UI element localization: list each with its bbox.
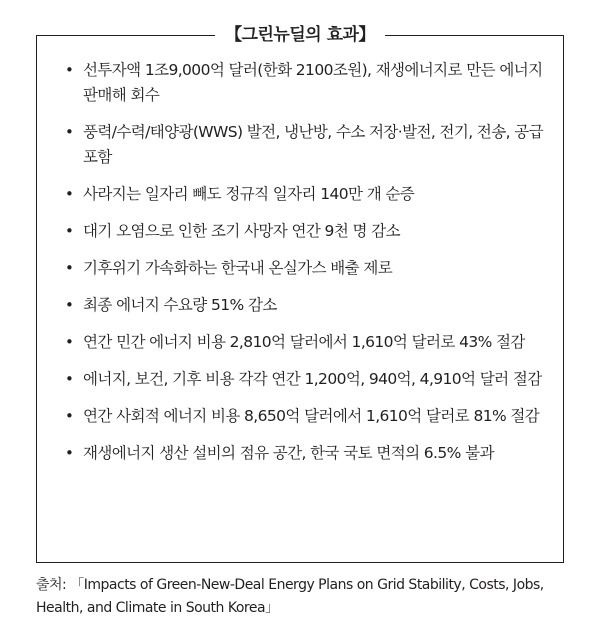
bullet-icon: • bbox=[65, 333, 74, 351]
source-citation bbox=[36, 574, 576, 620]
list-item-text: 선투자액 1조9,000억 달러(한화 2100조원), 재생에너지로 만든 에너지 판매해 회수 bbox=[83, 61, 543, 104]
list-item bbox=[63, 219, 553, 244]
bullet-icon: • bbox=[65, 259, 74, 277]
list-item-text: 사라지는 일자리 빼도 정규직 일자리 140만 개 순증 bbox=[83, 185, 415, 203]
bullet-icon: • bbox=[65, 222, 74, 240]
list-item bbox=[63, 293, 553, 318]
list-item-text: 풍력/수력/태양광(WWS) 발전, 냉난방, 수소 저장·발전, 전기, 전송, 공급 포함 bbox=[83, 123, 544, 166]
bullet-icon: • bbox=[65, 296, 74, 314]
list-item-text: 연간 사회적 에너지 비용 8,650억 달러에서 1,610억 달러로 81% 절감 bbox=[83, 407, 540, 425]
source-text: 「Impacts of Green-New-Deal Energy Plans on Grid Stability, Costs, Jobs, Health, and Climate in South Korea」 bbox=[36, 577, 544, 616]
list-item-text: 재생에너지 생산 설비의 점유 공간, 한국 국토 면적의 6.5% 불과 bbox=[83, 444, 494, 462]
list-item bbox=[63, 441, 553, 466]
effects-list bbox=[63, 58, 553, 478]
bullet-icon: • bbox=[65, 123, 74, 141]
bullet-icon: • bbox=[65, 444, 74, 462]
list-item bbox=[63, 58, 553, 108]
box-title: 【그린뉴딜의 효과】 bbox=[215, 22, 385, 48]
list-item-text: 기후위기 가속화하는 한국내 온실가스 배출 제로 bbox=[83, 259, 393, 277]
bullet-icon: • bbox=[65, 185, 74, 203]
list-item bbox=[63, 120, 553, 170]
list-item bbox=[63, 330, 553, 355]
list-item bbox=[63, 367, 553, 392]
list-item-text: 에너지, 보건, 기후 비용 각각 연간 1,200억, 940억, 4,910억 달러 절감 bbox=[83, 370, 542, 388]
bullet-icon: • bbox=[65, 407, 74, 425]
bullet-icon: • bbox=[65, 61, 74, 79]
list-item-text: 연간 민간 에너지 비용 2,810억 달러에서 1,610억 달러로 43% 절감 bbox=[83, 333, 525, 351]
list-item-text: 최종 에너지 수요량 51% 감소 bbox=[83, 296, 277, 314]
bullet-icon: • bbox=[65, 370, 74, 388]
list-item-text: 대기 오염으로 인한 조기 사망자 연간 9천 명 감소 bbox=[83, 222, 400, 240]
list-item bbox=[63, 404, 553, 429]
list-item bbox=[63, 182, 553, 207]
effects-box bbox=[36, 25, 564, 563]
list-item bbox=[63, 256, 553, 281]
source-label: 출처: bbox=[36, 577, 67, 593]
